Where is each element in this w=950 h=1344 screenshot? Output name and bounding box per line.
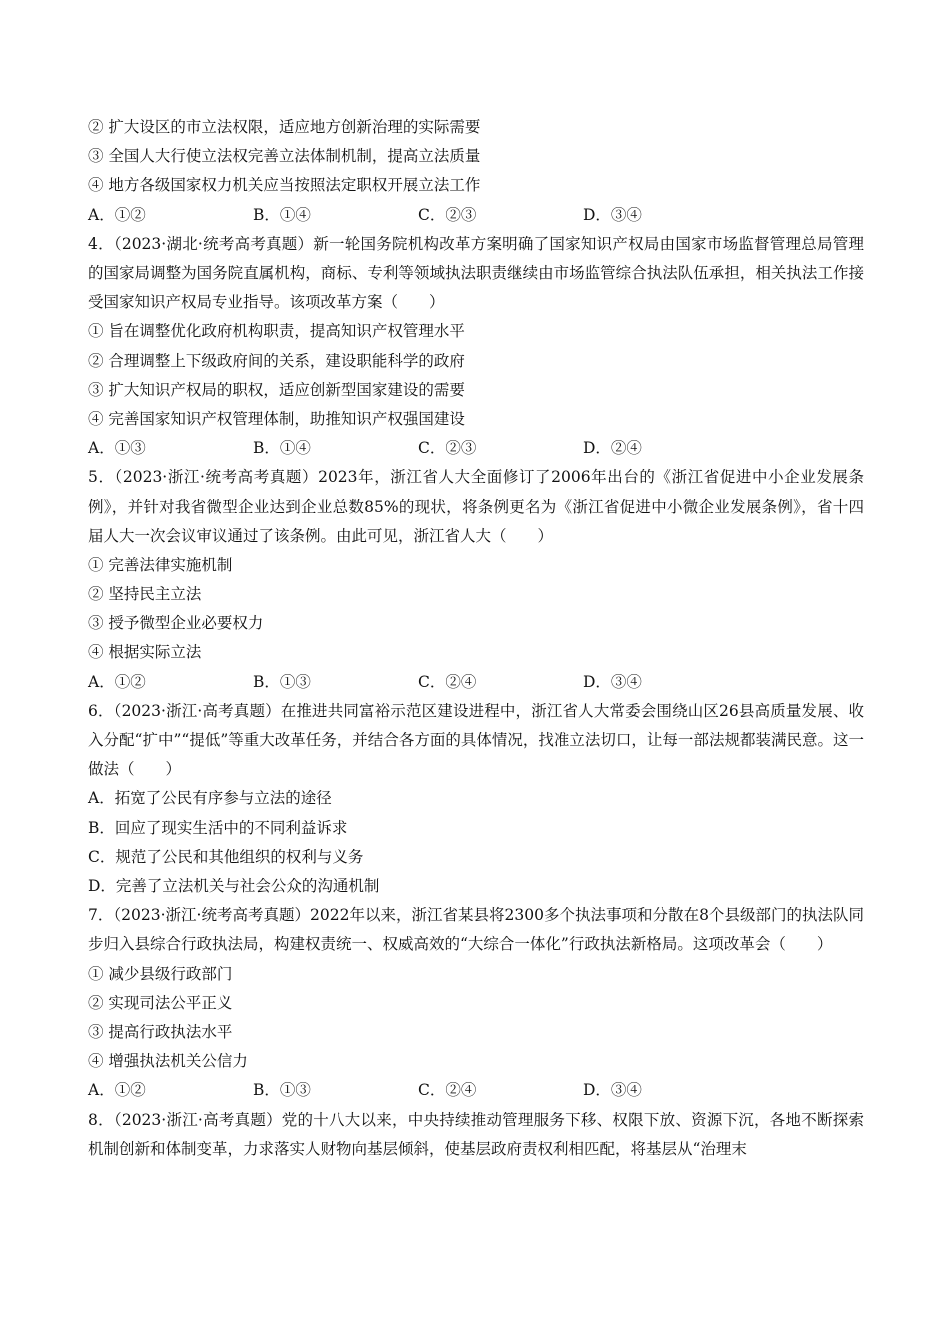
q4-item-1: ① 旨在调整优化政府机构职责，提高知识产权管理水平 xyxy=(88,322,465,341)
q5-option-c: C．②④ xyxy=(418,672,477,691)
q7-item-3: ③ 提高行政执法水平 xyxy=(88,1022,233,1041)
q5-item-3: ③ 授予微型企业必要权力 xyxy=(88,614,264,633)
q7-option-a: A．①② xyxy=(88,1081,146,1100)
q7-item-2: ② 实现司法公平正义 xyxy=(88,993,233,1012)
q4-option-c: C．②③ xyxy=(418,439,477,458)
q4-item-3: ③ 扩大知识产权局的职权，适应创新型国家建设的需要 xyxy=(88,380,465,399)
q4-option-b: B．①④ xyxy=(253,439,311,458)
question-5 xyxy=(88,463,864,697)
q7-options xyxy=(88,1076,864,1105)
q5-options xyxy=(88,668,864,697)
q5-item-2: ② 坚持民主立法 xyxy=(88,585,202,604)
q4-option-a: A．①③ xyxy=(88,439,146,458)
q7-option-c: C．②④ xyxy=(418,1081,477,1100)
q4-item-4: ④ 完善国家知识产权管理体制，助推知识产权强国建设 xyxy=(88,409,465,428)
q3-item-3: ③ 全国人大行使立法权完善立法体制机制，提高立法质量 xyxy=(88,147,481,166)
q3-item-4: ④ 地方各级国家权力机关应当按照法定职权开展立法工作 xyxy=(88,176,481,195)
q8-stem: 8．（2023·浙江·高考真题）党的十八大以来，中央持续推动管理服务下移、权限下放、资源下沉，各地不断探索机制创新和体制变革，力求落实人财物向基层倾斜，使基层政府责权利相匹配，将基层从“治理末 xyxy=(88,1110,864,1158)
q4-options xyxy=(88,434,864,463)
q7-item-4: ④ 增强执法机关公信力 xyxy=(88,1052,248,1071)
q5-stem: 5．（2023·浙江·统考高考真题）2023年，浙江省人大全面修订了2006年出台的《浙江省促进中小企业发展条例》，并针对我省微型企业达到企业总数85%的现状，将条例更名为《浙江省促进中小微企业发展条例》，省十四届人大一次会议审议通过了该条例。由此可见，浙江省人大（ ） xyxy=(88,468,864,545)
exam-page xyxy=(88,113,864,1164)
question-4 xyxy=(88,230,864,464)
q5-option-b: B．①③ xyxy=(253,672,311,691)
q3-option-d: D．③④ xyxy=(583,205,642,224)
q6-stem: 6．（2023·浙江·高考真题）在推进共同富裕示范区建设进程中，浙江省人大常委会围绕山区26县高质量发展、收入分配“扩中”“提低”等重大改革任务，并结合各方面的具体情况，找准立法切口，让每一部法规都装满民意。这一做法（ ） xyxy=(88,701,864,779)
q5-item-1: ① 完善法律实施机制 xyxy=(88,555,233,574)
q7-stem: 7．（2023·浙江·统考高考真题）2022年以来，浙江省某县将2300多个执法事项和分散在8个县级部门的执法队同步归入县综合行政执法局，构建权责统一、权威高效的“大综合一体化”行政执法新格局。这项改革会（ ） xyxy=(88,906,864,954)
q7-option-b: B．①③ xyxy=(253,1081,311,1100)
q6-option-c: C．规范了公民和其他组织的权利与义务 xyxy=(88,847,364,866)
question-6 xyxy=(88,697,864,901)
q6-option-a: A．拓宽了公民有序参与立法的途径 xyxy=(88,789,332,808)
q7-option-d: D．③④ xyxy=(583,1081,642,1100)
q3-options xyxy=(88,201,864,230)
q5-option-d: D．③④ xyxy=(583,672,642,691)
q5-item-4: ④ 根据实际立法 xyxy=(88,643,202,662)
q7-item-1: ① 减少县级行政部门 xyxy=(88,964,233,983)
question-7 xyxy=(88,901,864,1105)
q6-option-d: D．完善了立法机关与社会公众的沟通机制 xyxy=(88,877,380,896)
q3-option-a: A．①② xyxy=(88,205,146,224)
q4-item-2: ② 合理调整上下级政府间的关系，建设职能科学的政府 xyxy=(88,351,465,370)
q5-option-a: A．①② xyxy=(88,672,146,691)
question-8 xyxy=(88,1106,864,1164)
q3-option-b: B．①④ xyxy=(253,205,311,224)
q3-option-c: C．②③ xyxy=(418,205,477,224)
q4-stem: 4．（2023·湖北·统考高考真题）新一轮国务院机构改革方案明确了国家知识产权局由国家市场监督管理总局管理的国家局调整为国务院直属机构，商标、专利等领域执法职责继续由市场监管综合执法队伍承担，相关执法工作接受国家知识产权局专业指导。该项改革方案（ ） xyxy=(88,234,864,312)
q4-option-d: D．②④ xyxy=(583,439,642,458)
q6-option-b: B．回应了现实生活中的不同利益诉求 xyxy=(88,818,348,837)
q3-item-2: ② 扩大设区的市立法权限，适应地方创新治理的实际需要 xyxy=(88,118,481,136)
question-3-tail xyxy=(88,113,864,230)
